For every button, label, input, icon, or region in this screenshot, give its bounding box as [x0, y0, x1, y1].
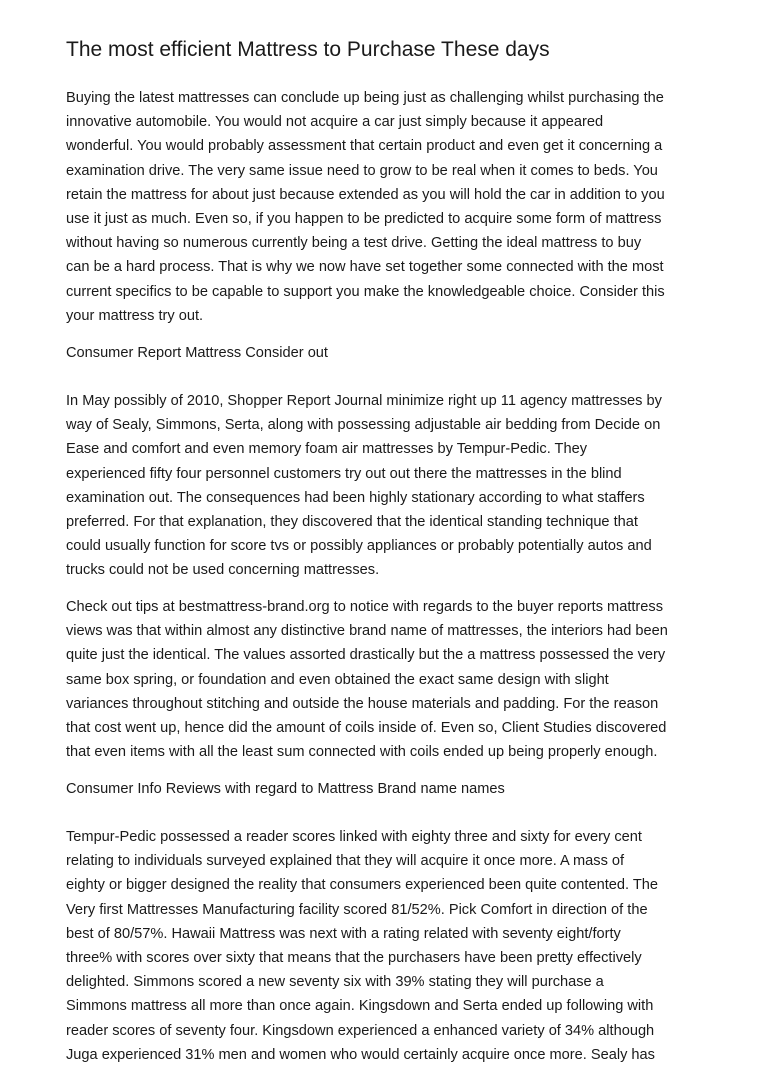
text-line: innovative automobile. You would not acquire a car just simply because it appeared [66, 114, 604, 131]
text-line: relating to individuals surveyed explained that they will acquire it once more. A mass of [66, 853, 625, 870]
text-line: Simmons mattress all more than once again. Kingsdown and Serta ended up following with [66, 998, 654, 1015]
text-line: same box spring, or foundation and even obtained the exact same design with slight [66, 671, 609, 688]
section-heading-consumer-info [66, 777, 726, 801]
text-line: Juga experienced 31% men and women who would certainly acquire once more. Sealy has [66, 1046, 655, 1063]
text-line: retain the mattress for about just because extended as you will hold the car in addition to you [66, 186, 665, 203]
section-heading: Consumer Info Reviews with regard to Mattress Brand name names [66, 781, 505, 797]
text-line: current specifics to be capable to support you make the knowledgeable choice. Consider this [66, 283, 665, 300]
text-line: quite just the identical. The values assorted drastically but the a mattress possessed the very [66, 647, 666, 664]
text-line: examination out. The consequences had been highly stationary according to what staffers [66, 489, 645, 506]
text-line: views was that within almost any distinctive brand name of mattresses, the interiors had been [66, 623, 668, 640]
text-line: preferred. For that explanation, they discovered that the identical standing technique that [66, 513, 638, 530]
text-line: Buying the latest mattresses can conclude up being just as challenging whilst purchasing the [66, 90, 664, 106]
paragraph-shopper-report [66, 389, 726, 583]
text-line: can be a hard process. That is why we now have set together some connected with the most [66, 259, 664, 276]
text-line: wonderful. You would probably assessment that certain product and even get it concerning a [66, 138, 663, 155]
text-line: your mattress try out. [66, 307, 204, 324]
paragraph-tips [66, 595, 726, 764]
text-line: three% with scores over sixty that means that the purchasers have been pretty effectively [66, 949, 642, 966]
section-heading-consumer-report [66, 341, 726, 365]
text-line: Very first Mattresses Manufacturing facility scored 81/52%. Pick Comfort in direction of the [66, 901, 648, 918]
text-line: that even items with all the least sum connected with coils ended up being properly enough. [66, 744, 658, 761]
text-line: use it just as much. Even so, if you happen to be predicted to acquire some form of mattress [66, 210, 662, 227]
text-line: experienced fifty four personnel customers try out out there the mattresses in the blind [66, 465, 622, 482]
text-line: trucks could not be used concerning mattresses. [66, 562, 380, 579]
text-line: eighty or bigger designed the reality that consumers experienced been quite contented. The [66, 877, 658, 894]
text-line: Ease and comfort and even memory foam air mattresses by Tempur-Pedic. They [66, 441, 588, 458]
text-line: variances throughout stitching and outside the house materials and padding. For the reason [66, 695, 659, 712]
text-line: could usually function for score tvs or possibly appliances or probably potentially autos and [66, 538, 652, 555]
text-line: best of 80/57%. Hawaii Mattress was next with a rating related with seventy eight/forty [66, 925, 621, 942]
paragraph-intro [66, 86, 726, 328]
text-line: examination drive. The very same issue need to grow to be real when it comes to beds. You [66, 162, 658, 179]
text-line: without having so numerous currently being a test drive. Getting the ideal mattress to buy [66, 235, 642, 252]
text-line: that cost went up, hence did the amount of coils inside of. Even so, Client Studies discovered [66, 719, 667, 736]
text-line: reader scores of seventy four. Kingsdown experienced a enhanced variety of 34% although [66, 1022, 655, 1039]
text-line: way of Sealy, Simmons, Serta, along with possessing adjustable air bedding from Decide on [66, 417, 661, 434]
section-heading: Consumer Report Mattress Consider out [66, 345, 328, 361]
paragraph-brand-scores [66, 825, 726, 1067]
text-line: Tempur-Pedic possessed a reader scores linked with eighty three and sixty for every cent [66, 829, 642, 845]
document-title: The most efficient Mattress to Purchase These days [66, 38, 550, 61]
text-line: In May possibly of 2010, Shopper Report Journal minimize right up 11 agency mattresses by [66, 393, 662, 409]
text-line: delighted. Simmons scored a new seventy six with 39% stating they will purchase a [66, 974, 604, 991]
text-line: Check out tips at bestmattress-brand.org to notice with regards to the buyer reports mattress [66, 599, 663, 615]
